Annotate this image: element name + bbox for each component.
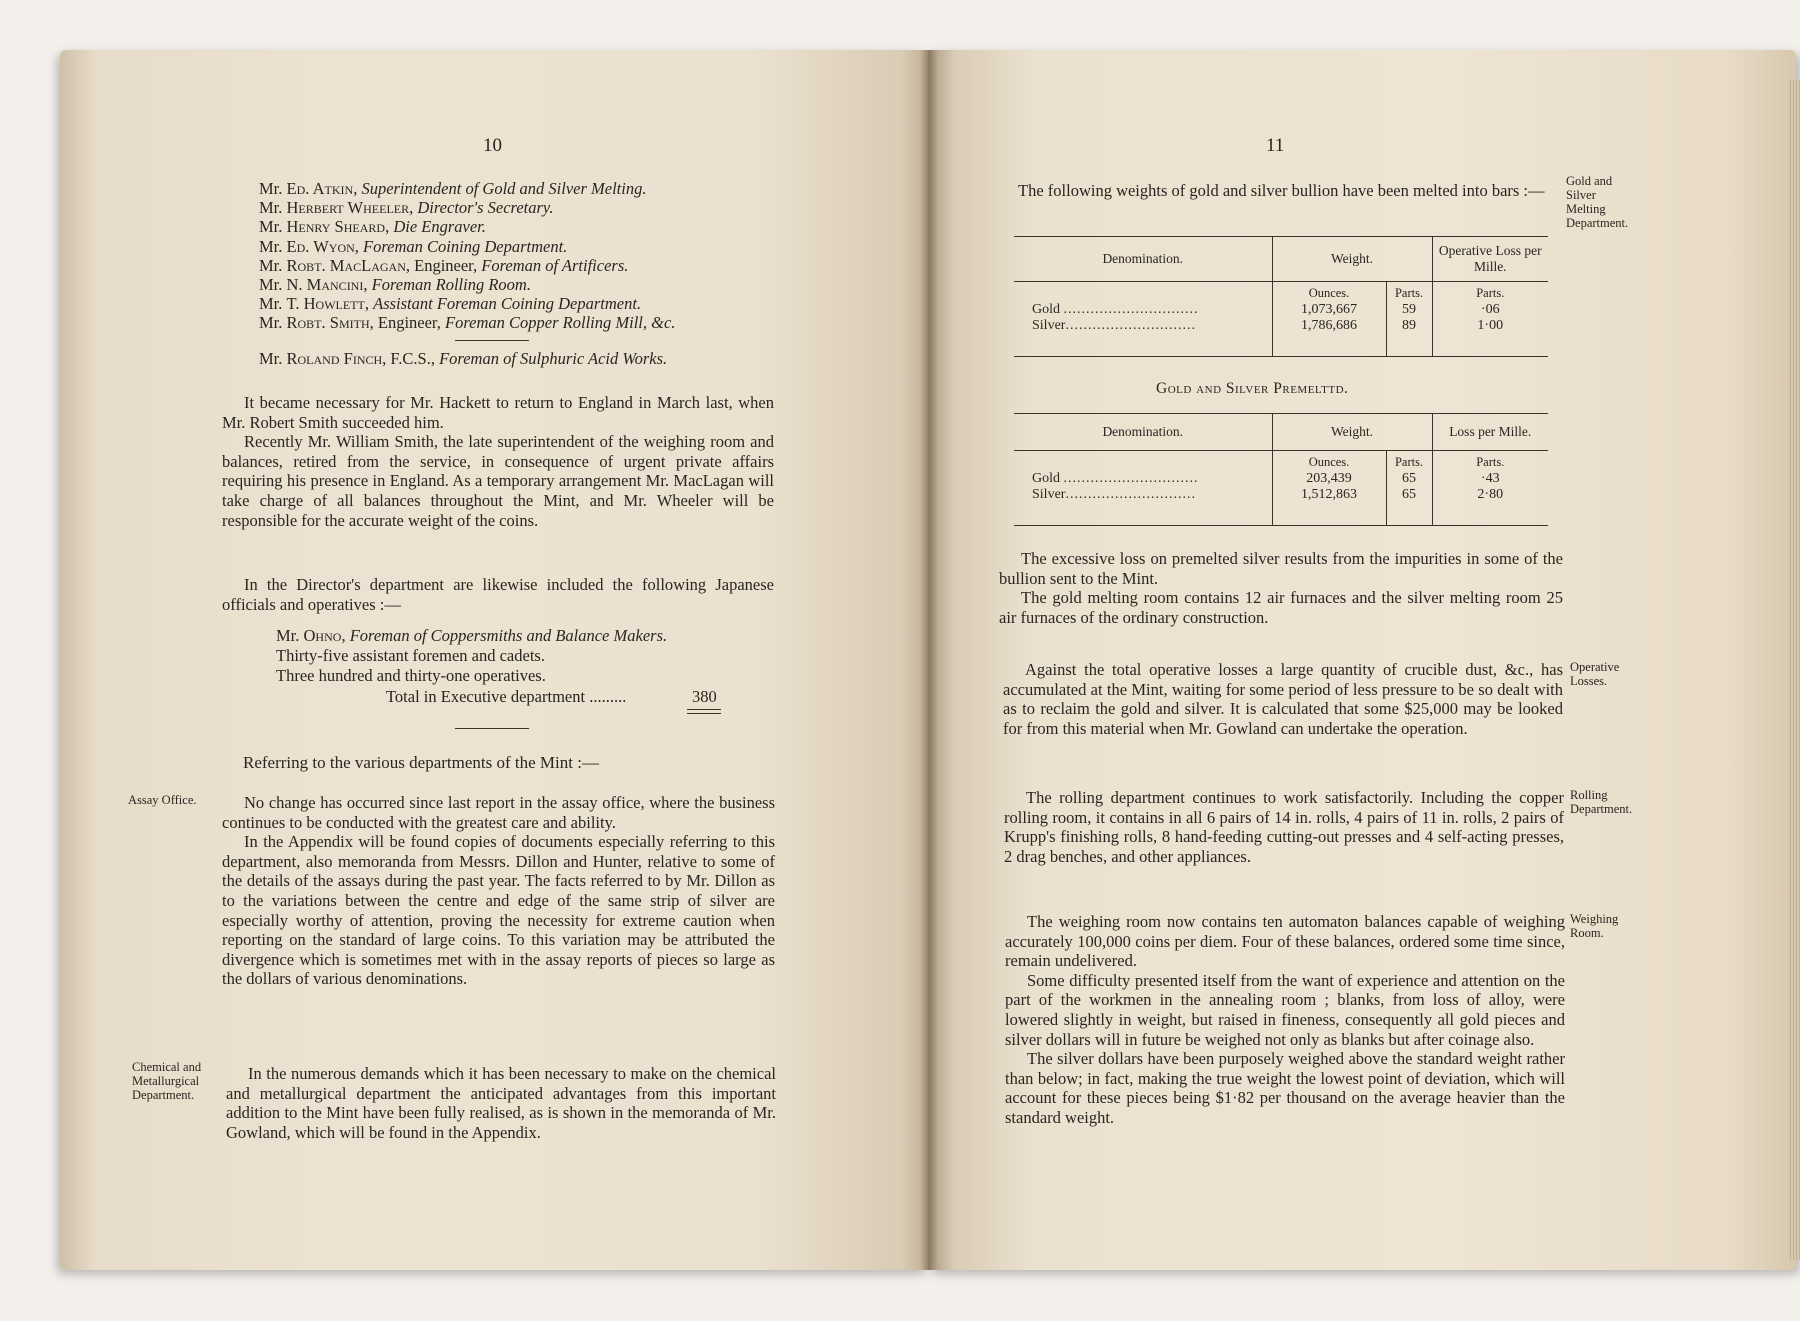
parts-value: 65: [1386, 487, 1432, 526]
row-name: Silver: [1032, 318, 1066, 333]
margin-line: Rolling: [1570, 788, 1608, 802]
ounces-value: 1,786,686: [1272, 318, 1386, 357]
para-director: [222, 575, 774, 614]
premelted-title: Gold and Silver Premelttd.: [1156, 380, 1349, 397]
leader-dots: ..............................: [1063, 471, 1199, 486]
paragraph: The following weights of gold and silver bullion have been melted into bars :—: [1018, 181, 1545, 200]
staff-line: Mr. Robt. Smith, Engineer, Foreman Copper Rolling Mill, &c.: [259, 313, 676, 333]
subheader-parts: Parts.: [1386, 451, 1432, 472]
paragraph: Some difficulty presented itself from the want of experience and attention on the part of the workmen in the annealing room ; blanks, from loss of alloy, were lowered slightly in weight, but raised in fineness, consequently all gold pieces and silver dollars will in future be weighed not only as blanks but after coinage also.: [1005, 970, 1565, 1049]
paragraph: Against the total operative losses a large quantity of crucible dust, &c., has accumulated at the Mint, waiting for some period of less pressure to be so dealt with as to reclaim the gold and silver. It is calculated that some $25,000 may be looked for from this material when Mr. Gowland can undertake the operation.: [1003, 660, 1563, 738]
page-number-right: 11: [1266, 135, 1285, 156]
staff-line: Mr. Ed. Atkin, Superintendent of Gold and Silver Melting.: [259, 179, 647, 198]
leader-dots: .............................: [1065, 318, 1196, 333]
row-name: Gold: [1032, 471, 1060, 486]
paragraph: No change has occurred since last report in the assay office, where the business continues to be conducted with the greatest care and ability.: [222, 793, 775, 832]
header-loss: Operative Loss per Mille.: [1432, 237, 1548, 282]
header-denomination: Denomination.: [1102, 424, 1184, 439]
japanese-operatives: Three hundred and thirty-one operatives.: [276, 666, 546, 685]
margin-line: Chemical and: [132, 1060, 202, 1074]
staff-line: Mr. N. Mancini, Foreman Rolling Room.: [259, 275, 531, 294]
margin-line: Operative: [1570, 660, 1620, 674]
staff-line: Mr. Herbert Wheeler, Director's Secretary.: [259, 198, 554, 218]
ounces-value: 1,073,667: [1272, 302, 1386, 318]
ounces-value: 1,512,863: [1272, 487, 1386, 526]
paragraph: Recently Mr. William Smith, the late superintendent of the weighing room and balances, retired from the service, in consequence of urgent private affairs requiring his presence in England. As a temporary arrangement Mr. MacLagan will take charge of all balances throughout the Mint, and Mr. Wheeler will be responsible for the accurate weight of the coins.: [222, 432, 774, 530]
row-name: Gold: [1032, 302, 1060, 317]
table-row: [1014, 302, 1548, 318]
subheader-ounces: Ounces.: [1272, 282, 1386, 303]
margin-line: Department.: [132, 1088, 195, 1102]
para-intro: [996, 181, 1562, 201]
table-row: [1014, 318, 1548, 357]
referring-heading: Referring to the various departments of the Mint :—: [243, 753, 599, 772]
leader-dots: .............................: [1065, 487, 1196, 502]
parts-value: 59: [1386, 302, 1432, 318]
margin-note-chemical: [132, 1060, 201, 1102]
header-weight: Weight.: [1272, 414, 1432, 451]
para-operative: [1003, 660, 1563, 738]
staff-line: Mr. Robt. MacLagan, Engineer, Foreman of Artificers.: [259, 255, 629, 275]
page-number-left: 10: [483, 135, 502, 156]
leader-dots: ..............................: [1063, 302, 1199, 317]
loss-value: ·43: [1432, 471, 1548, 487]
margin-line: Room.: [1570, 926, 1604, 940]
margin-line: Weighing: [1570, 912, 1619, 926]
staff-line-finch: Mr. Roland Finch, F.C.S., Foreman of Sulphuric Acid Works.: [259, 349, 668, 368]
paragraph: The silver dollars have been purposely weighed above the standard weight rather than below; in fact, making the true weight the lowest point of deviation, which will account for these pieces being $1·82 per thousand on the average heavier than the standard weight.: [1005, 1049, 1565, 1127]
margin-line: Gold and: [1566, 174, 1613, 188]
para-excessive: [999, 549, 1563, 627]
loss-value: ·06: [1432, 302, 1548, 318]
subheader-parts: Parts.: [1432, 451, 1548, 472]
total-label: Total in Executive department .........: [386, 687, 627, 706]
margin-note-weighing: [1570, 912, 1618, 940]
paragraph: It became necessary for Mr. Hackett to return to England in March last, when Mr. Robert Smith succeeded him.: [222, 393, 774, 432]
staff-line: Mr. T. Howlett, Assistant Foreman Coining Department.: [259, 294, 642, 314]
header-denomination: Denomination.: [1102, 251, 1184, 266]
subheader-parts: Parts.: [1386, 282, 1432, 303]
margin-line: Department.: [1570, 802, 1633, 816]
table-row: [1014, 471, 1548, 487]
staff-line: Mr. Ed. Wyon, Foreman Coining Department.: [259, 236, 568, 256]
japanese-ohno: Mr. Ohno, Foreman of Coppersmiths and Balance Makers.: [276, 626, 668, 645]
margin-line: Department.: [1566, 216, 1629, 230]
japanese-foremen: Thirty-five assistant foremen and cadets.: [276, 646, 545, 665]
paragraph: The excessive loss on premelted silver results from the impurities in some of the bullion sent to the Mint.: [999, 549, 1563, 588]
row-name: Silver: [1032, 487, 1066, 502]
para-hackett: [222, 393, 774, 530]
subheader-ounces: Ounces.: [1272, 451, 1386, 472]
margin-line: Melting: [1566, 202, 1606, 216]
paragraph: The rolling department continues to work satisfactorily. Including the copper rolling room, it contains in all 6 pairs of 14 in. rolls, 4 pairs of 11 in. rolls, 2 pairs of Krupp's finishing rolls, 8 hand-feeding cutting-out presses and 4 self-acting presses, 2 drag benches, and other appliances.: [1004, 788, 1564, 866]
header-loss: Loss per Mille.: [1432, 414, 1548, 451]
total-value: 380: [692, 687, 717, 706]
margin-note-operative: [1570, 660, 1619, 688]
paragraph: The gold melting room contains 12 air furnaces and the silver melting room 25 air furnaces of the ordinary construction.: [999, 588, 1563, 627]
margin-line: Metallurgical: [132, 1074, 200, 1088]
premelted-table: [1014, 413, 1548, 526]
para-assay: [222, 793, 775, 989]
total-underline: [687, 713, 721, 714]
bullion-table: [1014, 236, 1548, 357]
page-edges: [1788, 80, 1800, 1260]
margin-note-melting: [1566, 174, 1628, 230]
book-gutter: [920, 50, 938, 1270]
paragraph: The weighing room now contains ten automaton balances capable of weighing accurately 100,000 coins per diem. Four of these balances, ordered some time since, remain undelivered.: [1005, 912, 1565, 971]
paragraph: In the Appendix will be found copies of documents especially referring to this department, also memoranda from Messrs. Dillon and Hunter, relative to some of the details of the assays during the past year. The facts referred to by Mr. Dillon as to the variations between the centre and edge of the same strip of silver are especially worthy of attention, proving the necessity for extreme caution when reporting on the standard of large coins. To this variation may be attributed the divergence which is sometimes met with in the assay reports of pieces so large as the dollars of various denominations.: [222, 832, 775, 989]
divider: [455, 340, 529, 341]
ounces-value: 203,439: [1272, 471, 1386, 487]
header-weight: Weight.: [1272, 237, 1432, 282]
margin-note-assay: Assay Office.: [128, 793, 197, 807]
paragraph: In the numerous demands which it has been necessary to make on the chemical and metallurgical department the anticipated advantages from this important addition to the Mint have been fully realised, as is shown in the memoranda of Mr. Gowland, which will be found in the Appendix.: [226, 1064, 776, 1142]
table-row: [1014, 487, 1548, 526]
parts-value: 89: [1386, 318, 1432, 357]
para-chemical: [226, 1064, 776, 1142]
para-weighing: [1005, 912, 1565, 1128]
subheader-parts: Parts.: [1432, 282, 1548, 303]
loss-value: 2·80: [1432, 487, 1548, 526]
para-rolling: [1004, 788, 1564, 866]
divider: [455, 728, 529, 729]
loss-value: 1·00: [1432, 318, 1548, 357]
margin-line: Silver: [1566, 188, 1596, 202]
staff-line: Mr. Henry Sheard, Die Engraver.: [259, 217, 486, 237]
parts-value: 65: [1386, 471, 1432, 487]
paragraph: In the Director's department are likewise included the following Japanese officials and operatives :—: [222, 575, 774, 614]
margin-note-rolling: [1570, 788, 1632, 816]
total-underline: [687, 709, 721, 710]
margin-line: Losses.: [1570, 674, 1608, 688]
